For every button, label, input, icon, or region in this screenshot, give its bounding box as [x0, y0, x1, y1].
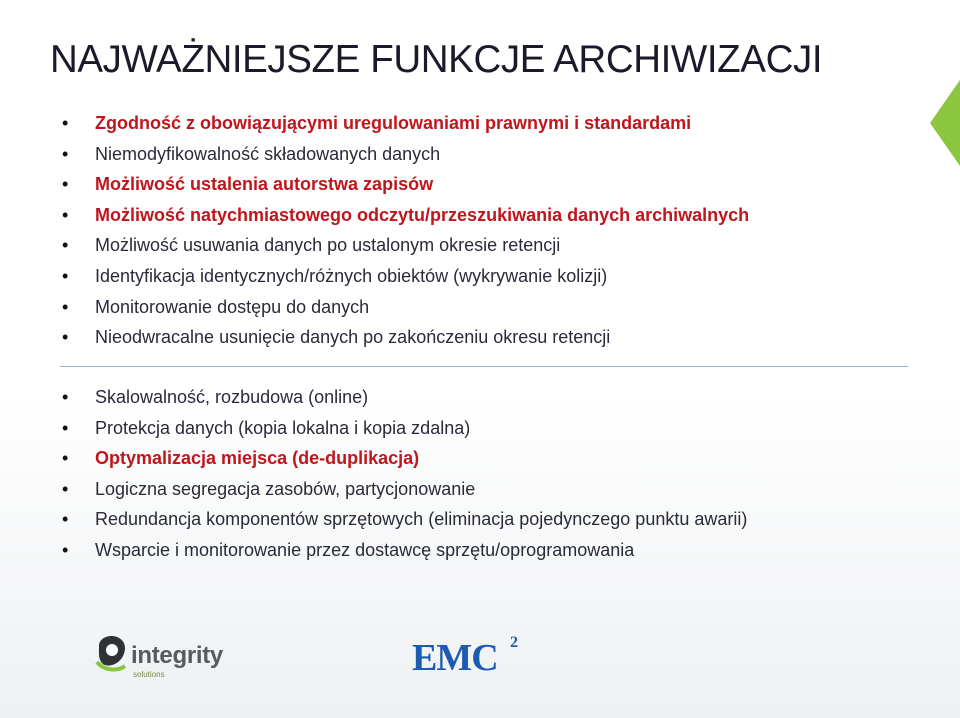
- emc-logo-superscript: 2: [510, 634, 518, 651]
- bullet-text: Protekcja danych (kopia lokalna i kopia zdalna): [95, 417, 471, 438]
- integrity-logo-mark-icon: [95, 632, 129, 672]
- bullet-dot-icon: •: [62, 113, 69, 133]
- bullet-text: Możliwość usuwania danych po ustalonym okresie retencji: [95, 235, 561, 256]
- bullet-text: Logiczna segregacja zasobów, partycjonowanie: [95, 478, 476, 499]
- bullet-dot-icon: •: [62, 417, 69, 438]
- integrity-logo-sub: solutions: [133, 670, 165, 679]
- bullet-dot-icon: •: [62, 327, 69, 348]
- bullet-dot-icon: •: [62, 478, 69, 499]
- integrity-logo: [95, 632, 235, 684]
- slide-title: NAJWAŻNIEJSZE FUNKCJE ARCHIWIZACJI: [50, 38, 823, 81]
- bullet-text: Identyfikacja identycznych/różnych obiektów (wykrywanie kolizji): [95, 266, 608, 286]
- bullet-text: Skalowalność, rozbudowa (online): [95, 387, 369, 407]
- bullet-dot-icon: •: [62, 540, 69, 560]
- bullet-text: Możliwość natychmiastowego odczytu/przeszukiwania danych archiwalnych: [95, 204, 750, 225]
- bullet-dot-icon: •: [62, 174, 69, 195]
- integrity-logo-word: integrity: [131, 642, 223, 669]
- bullet-dot-icon: •: [62, 296, 69, 317]
- bullet-dot-icon: •: [62, 509, 69, 530]
- bullet-text: Nieodwracalne usunięcie danych po zakończeniu okresu retencji: [95, 327, 611, 348]
- bullet-text: Optymalizacja miejsca (de-duplikacja): [95, 448, 420, 469]
- bullet-dot-icon: •: [62, 235, 69, 256]
- emc-logo-word: EMC: [412, 637, 498, 679]
- corner-arrow-decoration: [930, 80, 960, 166]
- bullet-text: Niemodyfikowalność składowanych danych: [95, 143, 441, 164]
- bullet-text: Możliwość ustalenia autorstwa zapisów: [95, 174, 434, 195]
- bullet-dot-icon: •: [62, 204, 69, 225]
- bullet-dot-icon: •: [62, 387, 69, 407]
- bullet-dot-icon: •: [62, 448, 69, 469]
- bullet-text: Wsparcie i monitorowanie przez dostawcę sprzętu/oprogramowania: [95, 540, 635, 560]
- bullet-text: Zgodność z obowiązującymi uregulowaniami prawnymi i standardami: [95, 113, 692, 133]
- bullet-text: Redundancja komponentów sprzętowych (eliminacja pojedynczego punktu awarii): [95, 509, 748, 530]
- bullet-dot-icon: •: [62, 266, 69, 286]
- section-divider: [60, 366, 908, 367]
- bullet-dot-icon: •: [62, 143, 69, 164]
- bullet-text: Monitorowanie dostępu do danych: [95, 296, 370, 317]
- emc-logo: [412, 632, 532, 680]
